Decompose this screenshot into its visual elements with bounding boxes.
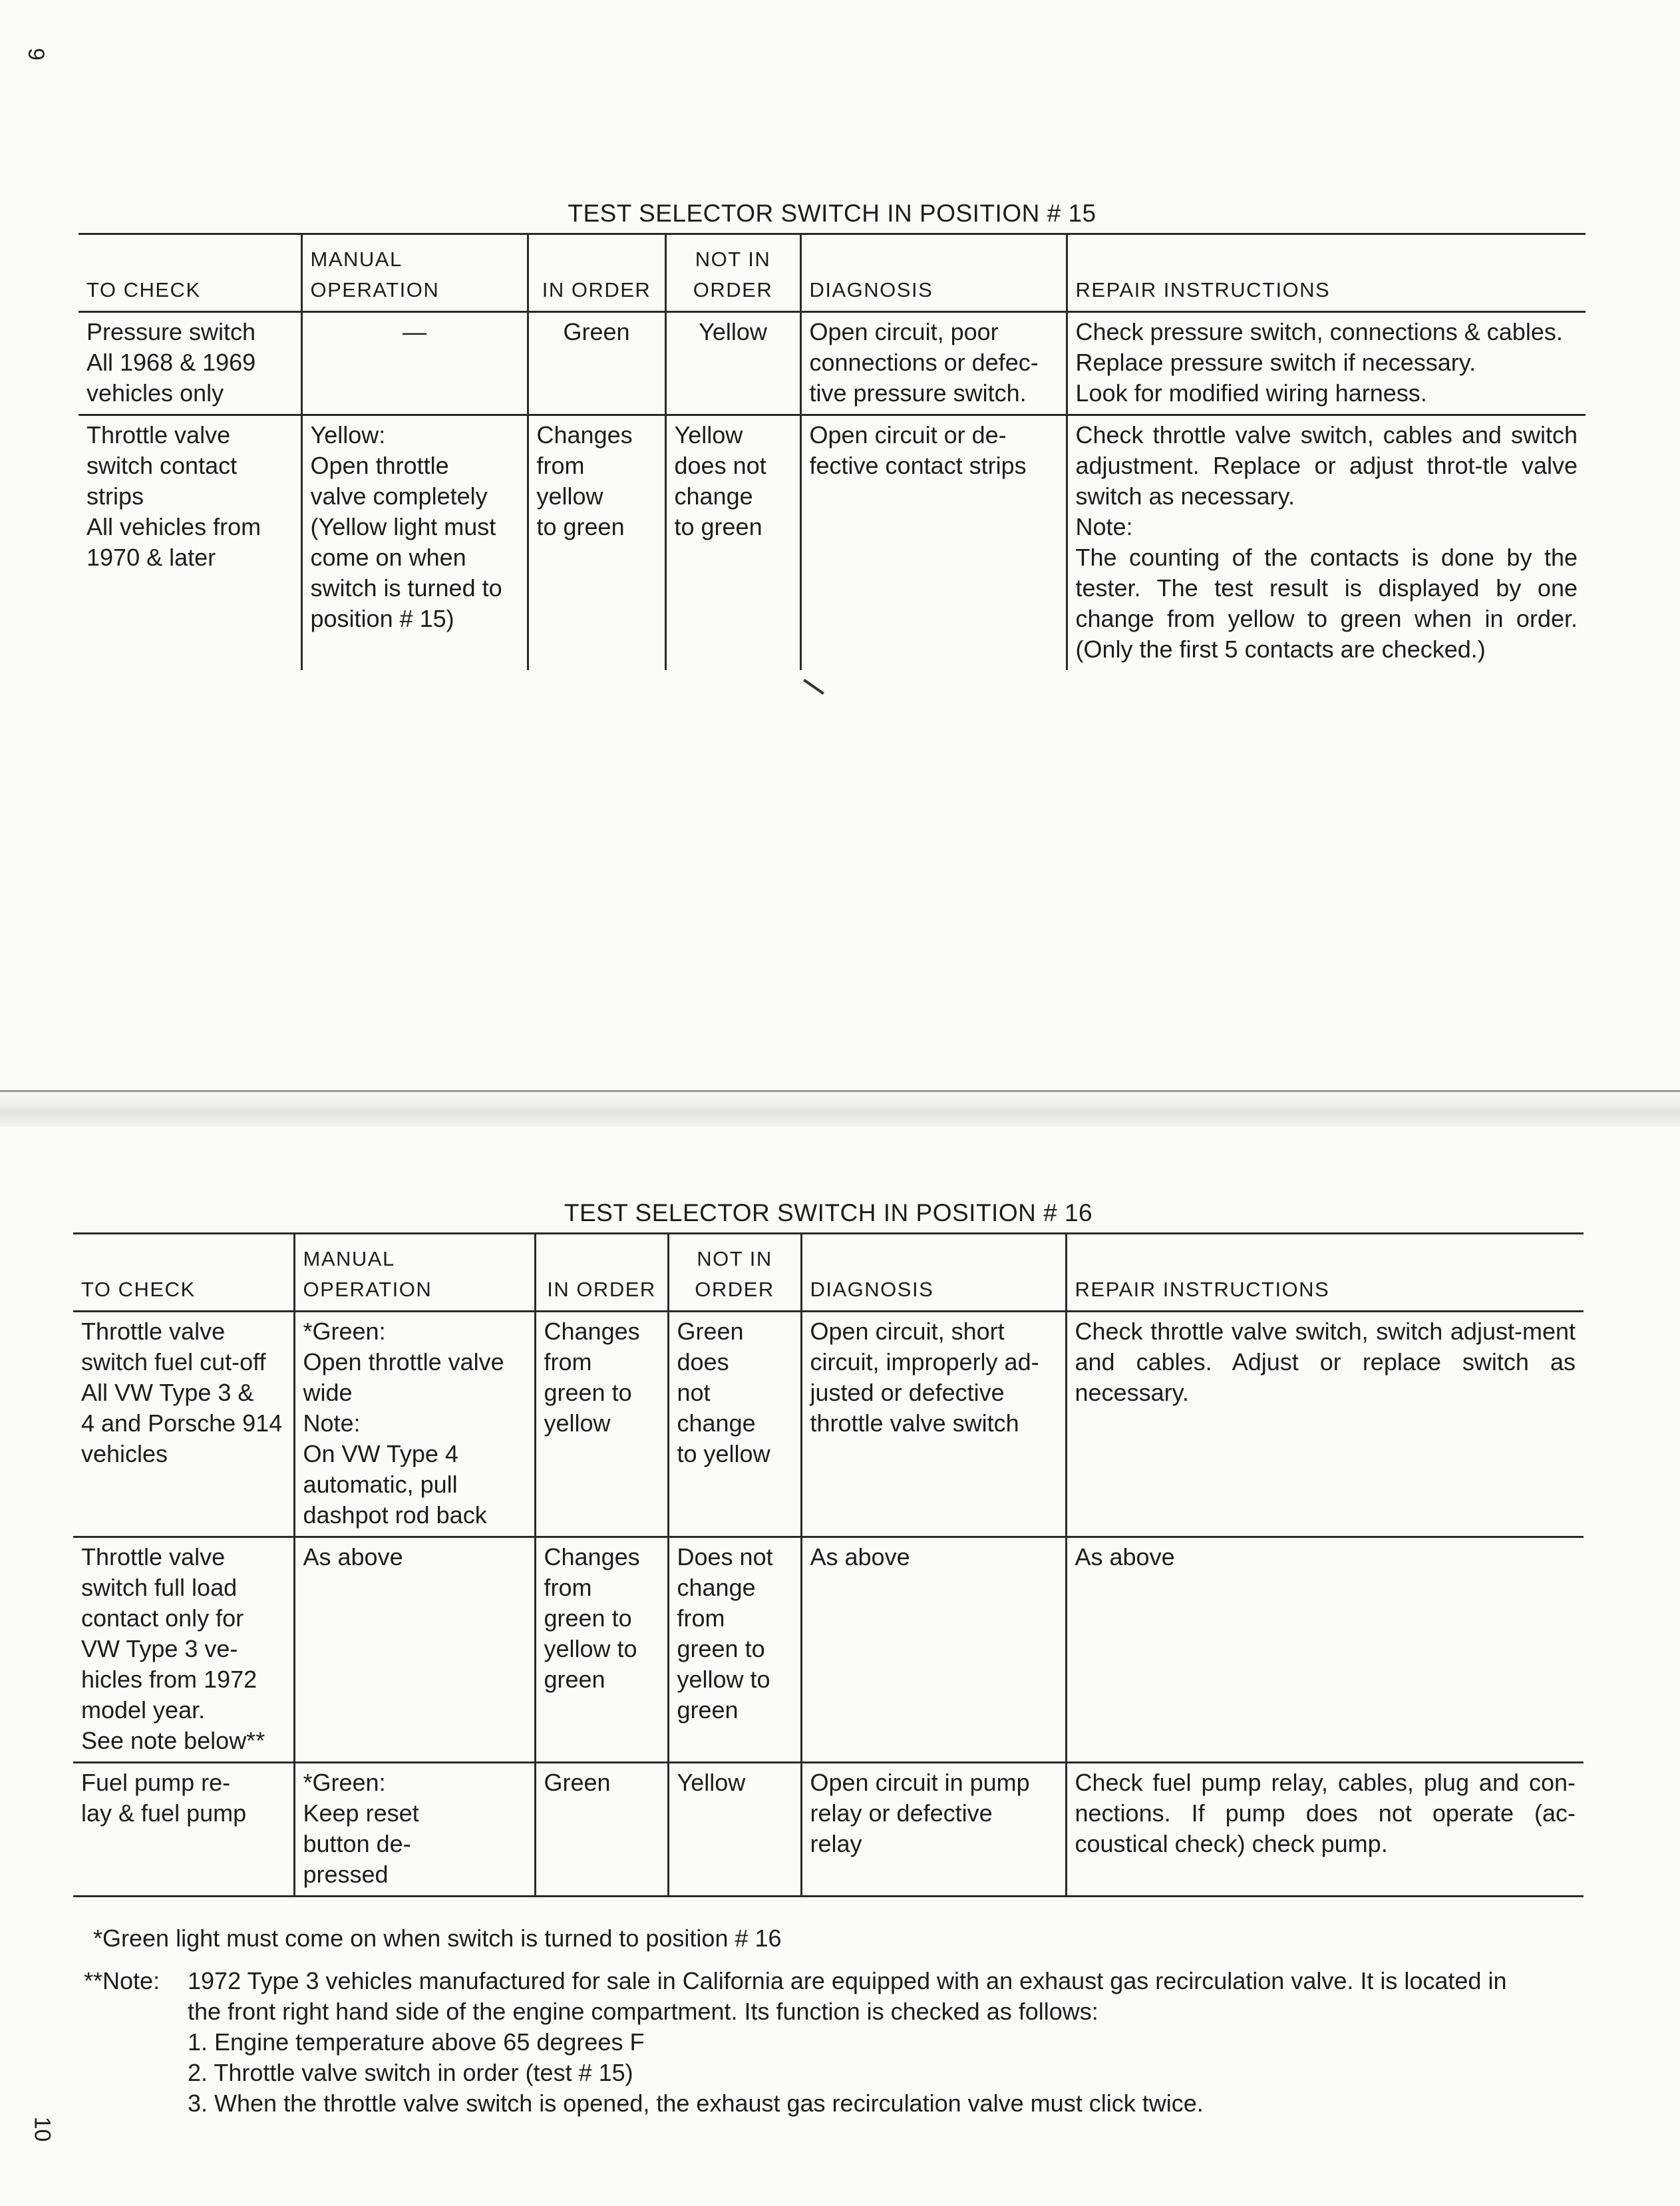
cell-repair-instructions: Check pressure switch, connections & cables. Replace pressure switch if necessary. Look for modified wiring harness. (1067, 312, 1586, 415)
table-row (79, 312, 1586, 415)
cell-repair-instructions: As above (1066, 1537, 1584, 1763)
cell-repair-instructions: Check throttle valve switch, switch adjust-ment and cables. Adjust or replace switch as necessary. (1066, 1312, 1584, 1537)
cell-repair-instructions: Check throttle valve switch, cables and switch adjustment. Replace or adjust throt-tle valve switch as necessary. Note: The counting of the contacts is done by the tester. The test result is displayed by one change from yellow to green when in order. (Only the first 5 contacts are checked.) (1067, 415, 1586, 671)
page-fold-divider (0, 1090, 1680, 1127)
footnote-list-item: 3. When the throttle valve switch is opened, the exhaust gas recirculation valve must click twice. (188, 2090, 1204, 2117)
footnotes (84, 1923, 1588, 2119)
cell-not-in-order: Yellow (668, 1763, 801, 1897)
col-header-manual-operation: MANUAL OPERATION (294, 1234, 535, 1312)
footnote-note-body (188, 1966, 1588, 2119)
table-15-header-row (79, 234, 1586, 312)
table-row (79, 415, 1586, 671)
cell-to-check: Throttle valve switch contact strips All vehicles from 1970 & later (86, 421, 261, 571)
col-header-in-order: IN ORDER (535, 1234, 668, 1312)
col-header-diagnosis: DIAGNOSIS (800, 234, 1067, 312)
col-header-to-check: TO CHECK (81, 1278, 196, 1301)
cell-not-in-order: Does not change from green to yellow to green (668, 1537, 801, 1763)
footnote-star: *Green light must come on when switch is turned to position # 16 (93, 1925, 782, 1952)
table-15-section (79, 200, 1586, 670)
table-row (73, 1763, 1584, 1897)
table-15-title: TEST SELECTOR SWITCH IN POSITION # 15 (568, 200, 1096, 227)
cell-manual-operation: Yellow: Open throttle valve completely (Yellow light must come on when switch is turned to position # 15) (301, 415, 528, 671)
cell-to-check: Fuel pump re- lay & fuel pump (81, 1769, 247, 1827)
cell-diagnosis: Open circuit, poor connections or defec- tive pressure switch. (800, 312, 1067, 415)
cell-manual-operation: *Green: Open throttle valve wide Note: On VW Type 4 automatic, pull dashpot rod back (294, 1312, 535, 1537)
col-header-manual-operation: MANUAL OPERATION (301, 234, 528, 312)
col-header-repair-instructions: REPAIR INSTRUCTIONS (1066, 1234, 1584, 1312)
cell-in-order: Green (528, 312, 665, 415)
cell-not-in-order: Yellow (665, 312, 800, 415)
cell-not-in-order: Yellow does not change to green (665, 415, 800, 671)
cell-to-check: Throttle valve switch full load contact only for VW Type 3 ve- hicles from 1972 model year. See note below** (81, 1543, 265, 1754)
footnote-list-item: 2. Throttle valve switch in order (test # 15) (188, 2059, 633, 2086)
col-header-repair-instructions: REPAIR INSTRUCTIONS (1067, 234, 1586, 312)
cell-diagnosis: Open circuit, short circuit, improperly ad- justed or defective throttle valve switch (801, 1312, 1066, 1537)
cell-manual-operation: As above (294, 1537, 535, 1763)
footnote-list-item: 1. Engine temperature above 65 degrees F (188, 2028, 645, 2056)
cell-manual-operation: — (301, 312, 528, 415)
cell-to-check: Pressure switch All 1968 & 1969 vehicles only (86, 318, 256, 407)
footnote-note-line: the front right hand side of the engine compartment. Its function is checked as follows: (188, 1998, 1098, 2025)
cell-in-order: Changes from yellow to green (528, 415, 665, 671)
table-16-header-row (73, 1234, 1584, 1312)
cell-repair-instructions: Check fuel pump relay, cables, plug and con-nections. If pump does not operate (ac-coustical check) check pump. (1066, 1763, 1584, 1897)
cell-in-order: Changes from green to yellow to green (535, 1537, 668, 1763)
footnote-note (84, 1966, 1588, 2119)
col-header-diagnosis: DIAGNOSIS (801, 1234, 1066, 1312)
cell-diagnosis: Open circuit in pump relay or defective relay (801, 1763, 1066, 1897)
table-row (73, 1537, 1584, 1763)
col-header-in-order: IN ORDER (528, 234, 665, 312)
cell-manual-operation: *Green: Keep reset button de- pressed (294, 1763, 535, 1897)
table-16-section (73, 1199, 1584, 1897)
page-number-top: 9 (23, 48, 49, 61)
cell-in-order: Changes from green to yellow (535, 1312, 668, 1537)
table-16 (73, 1232, 1584, 1897)
col-header-not-in-order: NOT IN ORDER (665, 234, 800, 312)
stray-mark (803, 679, 824, 695)
table-row (73, 1312, 1584, 1537)
cell-diagnosis: As above (801, 1537, 1066, 1763)
col-header-not-in-order: NOT IN ORDER (668, 1234, 801, 1312)
cell-in-order: Green (535, 1763, 668, 1897)
cell-diagnosis: Open circuit or de- fective contact strips (800, 415, 1067, 671)
cell-not-in-order: Green does not change to yellow (668, 1312, 801, 1537)
cell-to-check: Throttle valve switch fuel cut-off All VW Type 3 & 4 and Porsche 914 vehicles (81, 1318, 283, 1467)
page-number-bottom: 10 (29, 2116, 55, 2142)
footnote-note-line: 1972 Type 3 vehicles manufactured for sale in California are equipped with an exhaust gas recirculation valve. It is located in (188, 1967, 1507, 1994)
footnote-note-label: **Note: (84, 1967, 160, 1994)
col-header-to-check: TO CHECK (86, 278, 201, 301)
table-16-title: TEST SELECTOR SWITCH IN POSITION # 16 (564, 1199, 1093, 1226)
table-15 (79, 233, 1586, 670)
